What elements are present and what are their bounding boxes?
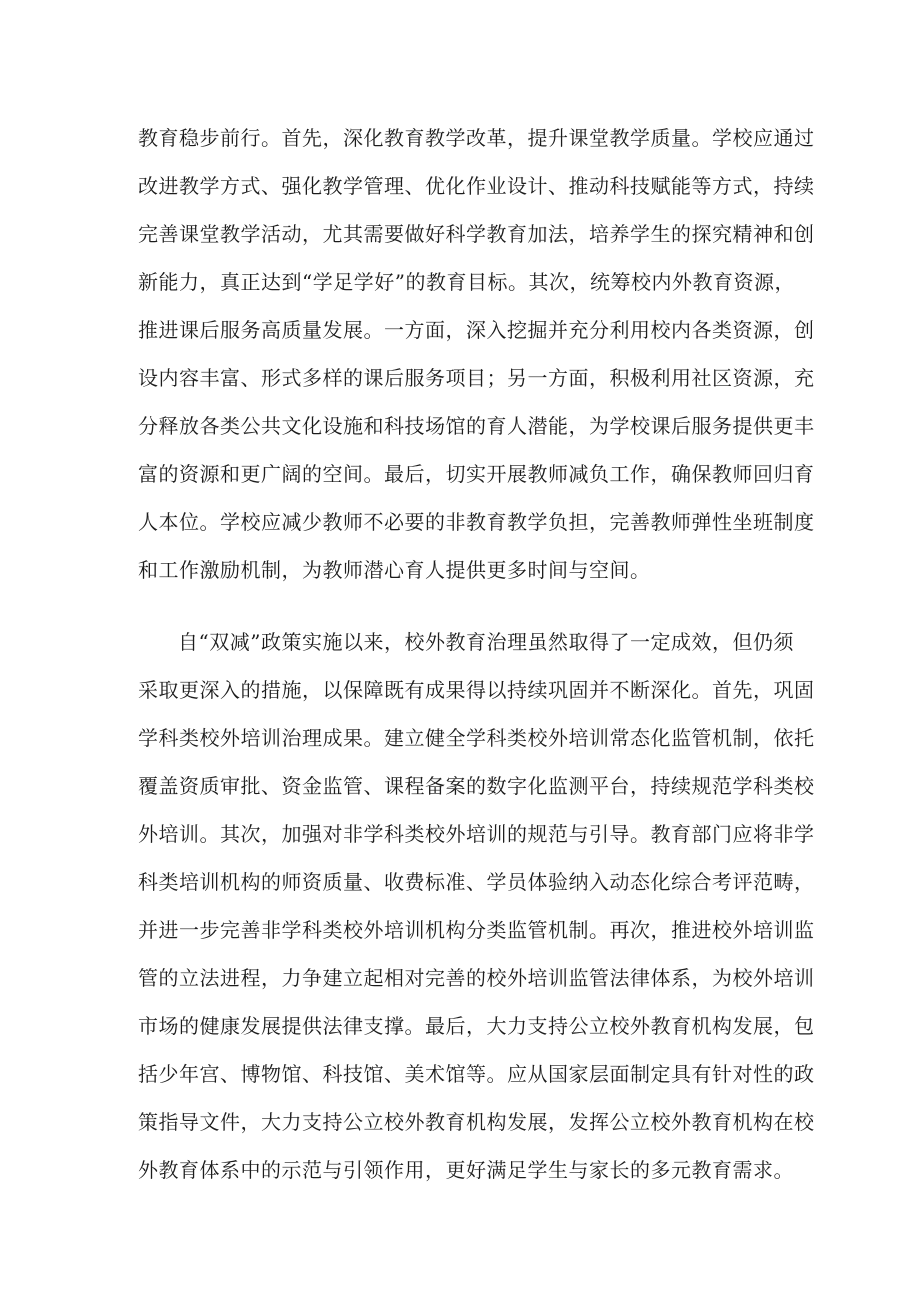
paragraph-line: 外培训。其次，加强对非学科类校外培训的规范与引导。教育部门应将非学: [138, 822, 815, 846]
paragraph-line: 采取更深入的措施，以保障既有成果得以持续巩固并不断深化。首先，巩固: [138, 678, 815, 702]
paragraph-line: 改进教学方式、强化教学管理、优化作业设计、推动科技赋能等方式，持续: [138, 174, 815, 198]
paragraph-line: 人本位。学校应减少教师不必要的非教育教学负担，完善教师弹性坐班制度: [138, 510, 815, 534]
paragraph-1: [138, 114, 815, 594]
paragraph-line: 外教育体系中的示范与引领作用，更好满足学生与家长的多元教育需求。: [138, 1158, 794, 1182]
paragraph-line: 新能力，真正达到“学足学好”的教育目标。其次，统筹校内外教育资源，: [138, 270, 795, 294]
paragraph-line: 覆盖资质审批、资金监管、课程备案的数字化监测平台，持续规范学科类校: [138, 774, 815, 798]
paragraph-line: 科类培训机构的师资质量、收费标准、学员体验纳入动态化综合考评范畴，: [138, 870, 815, 894]
paragraph-line: 富的资源和更广阔的空间。最后，切实开展教师减负工作，确保教师回归育: [138, 462, 815, 486]
paragraph-line: 学科类校外培训治理成果。建立健全学科类校外培训常态化监管机制，依托: [138, 726, 815, 750]
paragraph-line: 分释放各类公共文化设施和科技场馆的育人潜能，为学校课后服务提供更丰: [138, 414, 815, 438]
paragraph-line: 推进课后服务高质量发展。一方面，深入挖掘并充分利用校内各类资源，创: [138, 318, 815, 342]
paragraph-2: [138, 618, 815, 1194]
paragraph-line: 管的立法进程，力争建立起相对完善的校外培训监管法律体系，为校外培训: [138, 966, 815, 990]
paragraph-line: 自“双减”政策实施以来，校外教育治理虽然取得了一定成效，但仍须: [178, 630, 794, 654]
paragraph-line: 括少年宫、博物馆、科技馆、美术馆等。应从国家层面制定具有针对性的政: [138, 1062, 815, 1086]
paragraph-line: 并进一步完善非学科类校外培训机构分类监管机制。再次，推进校外培训监: [138, 918, 815, 942]
paragraph-line: 策指导文件，大力支持公立校外教育机构发展，发挥公立校外教育机构在校: [138, 1110, 815, 1134]
paragraph-line: 教育稳步前行。首先，深化教育教学改革，提升课堂教学质量。学校应通过: [138, 126, 815, 150]
paragraph-line: 设内容丰富、形式多样的课后服务项目；另一方面，积极利用社区资源，充: [138, 366, 815, 390]
paragraph-line: 和工作激励机制，为教师潜心育人提供更多时间与空间。: [138, 558, 651, 582]
paragraph-line: 市场的健康发展提供法律支撑。最后，大力支持公立校外教育机构发展，包: [138, 1014, 815, 1038]
paragraph-line: 完善课堂教学活动，尤其需要做好科学教育加法，培养学生的探究精神和创: [138, 222, 815, 246]
